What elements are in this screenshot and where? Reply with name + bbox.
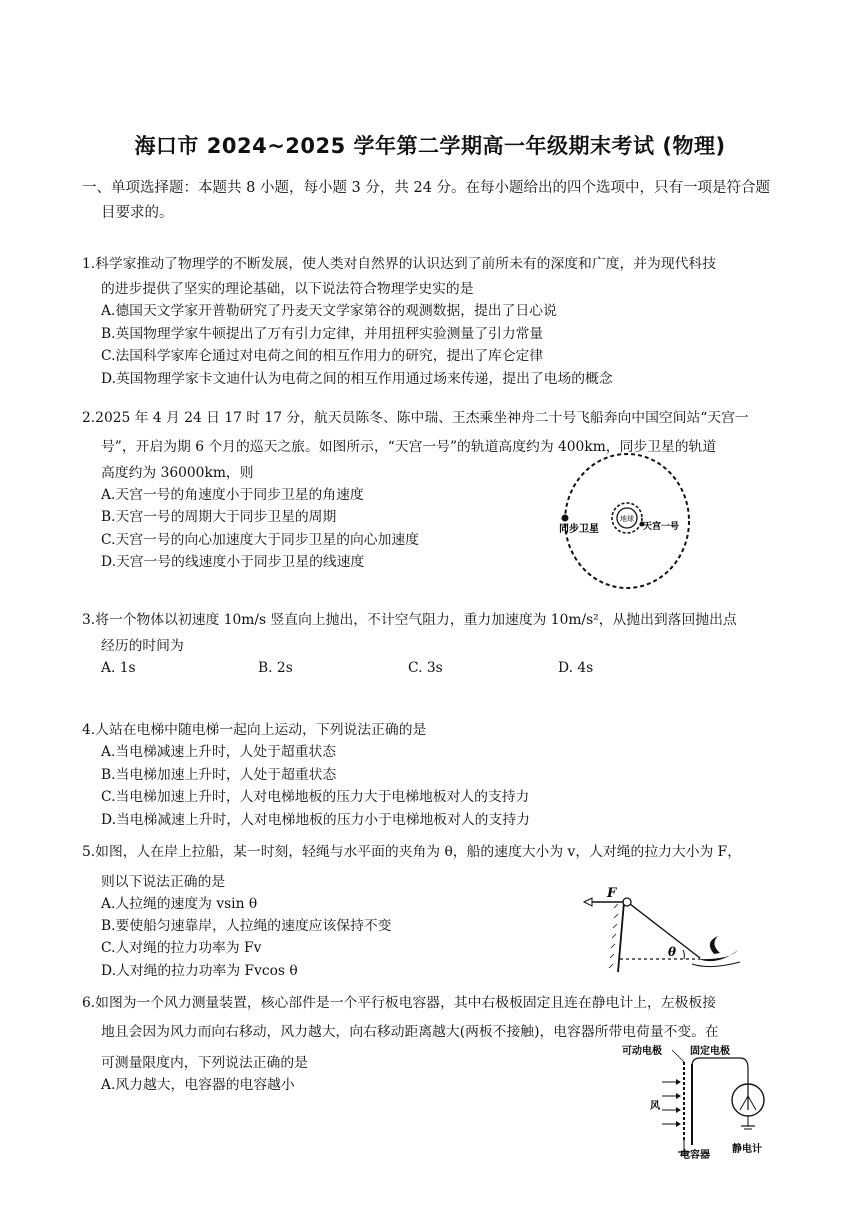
q3-stem-2: 经历的时间为 — [101, 638, 184, 654]
q5-option-d: D.人对绳的拉力功率为 Fvcos θ — [101, 963, 298, 979]
q5-option-b: B.要使船匀速靠岸，人拉绳的速度应该保持不变 — [101, 918, 392, 934]
q3-option-d: D. 4s — [558, 660, 594, 676]
q6-stem-2: 地且会因为风力而向右移动，风力越大，向右移动距离越大(两板不接触)，电容器所带电荷量不变。在 — [101, 1024, 719, 1040]
q5-option-a: A.人拉绳的速度为 vsin θ — [101, 896, 258, 912]
q6-option-a: A.风力越大，电容器的电容越小 — [101, 1077, 295, 1093]
force-label: F — [607, 886, 617, 901]
q2-stem-3: 高度约为 36000km，则 — [101, 465, 254, 481]
shore-wall — [618, 902, 624, 972]
q1-option-d: D.英国物理学家卡文迪什认为电荷之间的相互作用通过场来传递，提出了电场的概念 — [101, 371, 613, 387]
q2-option-b: B.天宫一号的周期大于同步卫星的周期 — [101, 509, 337, 525]
q6-stem-1: 6.如图为一个风力测量装置，核心部件是一个平行板电容器，其中右极板固定且连在静电计上，左极板接 — [82, 995, 717, 1011]
fixed-electrode-label: 固定电极 — [690, 1046, 730, 1057]
q2-option-c: C.天宫一号的向心加速度大于同步卫星的向心加速度 — [101, 532, 419, 548]
force-arrowhead — [584, 898, 592, 906]
q1-stem-2: 的进步提供了坚实的理论基础，以下说法符合物理学史实的是 — [101, 281, 474, 297]
section-heading — [82, 176, 784, 226]
section-line-2: 目要求的。 — [101, 205, 174, 221]
movable-electrode-label: 可动电极 — [622, 1046, 662, 1057]
q1-option-a: A.德国天文学家开普勒研究了丹麦天文学家第谷的观测数据，提出了日心说 — [101, 303, 557, 319]
earth-label: 地球 — [620, 515, 634, 523]
page-title: 海口市 2024~2025 学年第二学期高一年级期末考试 (物理) — [134, 134, 726, 158]
tiangong-label: 天宫一号 — [643, 522, 680, 532]
q6-stem-3: 可测量限度内，下列说法正确的是 — [101, 1055, 308, 1071]
rope — [630, 904, 700, 958]
q2-option-d: D.天宫一号的线速度小于同步卫星的线速度 — [101, 554, 365, 570]
sync-satellite — [562, 515, 569, 522]
capacitor-label: 电容器 — [680, 1150, 710, 1160]
q4-stem-1: 4.人站在电梯中随电梯一起向上运动，下列说法正确的是 — [82, 722, 427, 738]
q1-stem-1: 1.科学家推动了物理学的不断发展，使人类对自然界的认识达到了前所未有的深度和广度，并为现代科技 — [82, 256, 717, 272]
q3-stem-1: 3.将一个物体以初速度 10m/s 竖直向上抛出，不计空气阻力，重力加速度为 10m/s²，从抛出到落回抛出点 — [82, 612, 737, 628]
q4-option-a: A.当电梯减速上升时，人处于超重状态 — [101, 744, 337, 760]
q3-option-c: C. 3s — [408, 660, 443, 676]
q1-option-b: B.英国物理学家牛顿提出了万有引力定律，并用扭秤实验测量了引力常量 — [101, 326, 544, 342]
q4-option-b: B.当电梯加速上升时，人处于超重状态 — [101, 767, 337, 783]
q3-option-a: A. 1s — [101, 660, 136, 676]
q2-option-a: A.天宫一号的角速度小于同步卫星的角速度 — [101, 487, 364, 503]
q2-stem-1: 2.2025 年 4 月 24 日 17 时 17 分，航天员陈冬、陈中瑞、王杰乘坐神舟二十号飞船奔向中国空间站“天宫一 — [82, 410, 749, 426]
q4-option-d: D.当电梯减速上升时，人对电梯地板的压力小于电梯地板对人的支持力 — [101, 812, 530, 828]
q5-stem-1: 5.如图，人在岸上拉船，某一时刻，轻绳与水平面的夹角为 θ，船的速度大小为 v，人对绳的拉力大小为 F， — [82, 844, 742, 860]
boat-sail — [710, 936, 720, 954]
angle-label: θ — [668, 945, 677, 959]
electrometer-label: 静电计 — [732, 1144, 762, 1155]
capacitor-figure — [620, 1040, 790, 1160]
q1-option-c: C.法国科学家库仑通过对电荷之间的相互作用力的研究，提出了库仑定律 — [101, 348, 544, 364]
pulley — [623, 898, 631, 906]
q2-stem-2: 号”，开启为期 6 个月的巡天之旅。如图所示，“天宫一号”的轨道高度约为 400km，同步卫星的轨道 — [101, 439, 717, 455]
section-line-1: 一、单项选择题：本题共 8 小题，每小题 3 分，共 24 分。在每小题给出的四个选项中，只有一项是符合题 — [82, 180, 771, 196]
orbit-figure — [555, 450, 725, 600]
wind-label: 风 — [650, 1101, 660, 1112]
connecting-wire — [692, 1058, 748, 1080]
q4-option-c: C.当电梯加速上升时，人对电梯地板的压力大于电梯地板对人的支持力 — [101, 789, 530, 805]
q5-option-c: C.人对绳的拉力功率为 Fv — [101, 940, 262, 956]
sync-satellite-label: 同步卫星 — [559, 524, 599, 535]
boat-figure — [580, 880, 750, 980]
q3-option-b: B. 2s — [258, 660, 293, 676]
q5-stem-2: 则以下说法正确的是 — [101, 874, 226, 890]
